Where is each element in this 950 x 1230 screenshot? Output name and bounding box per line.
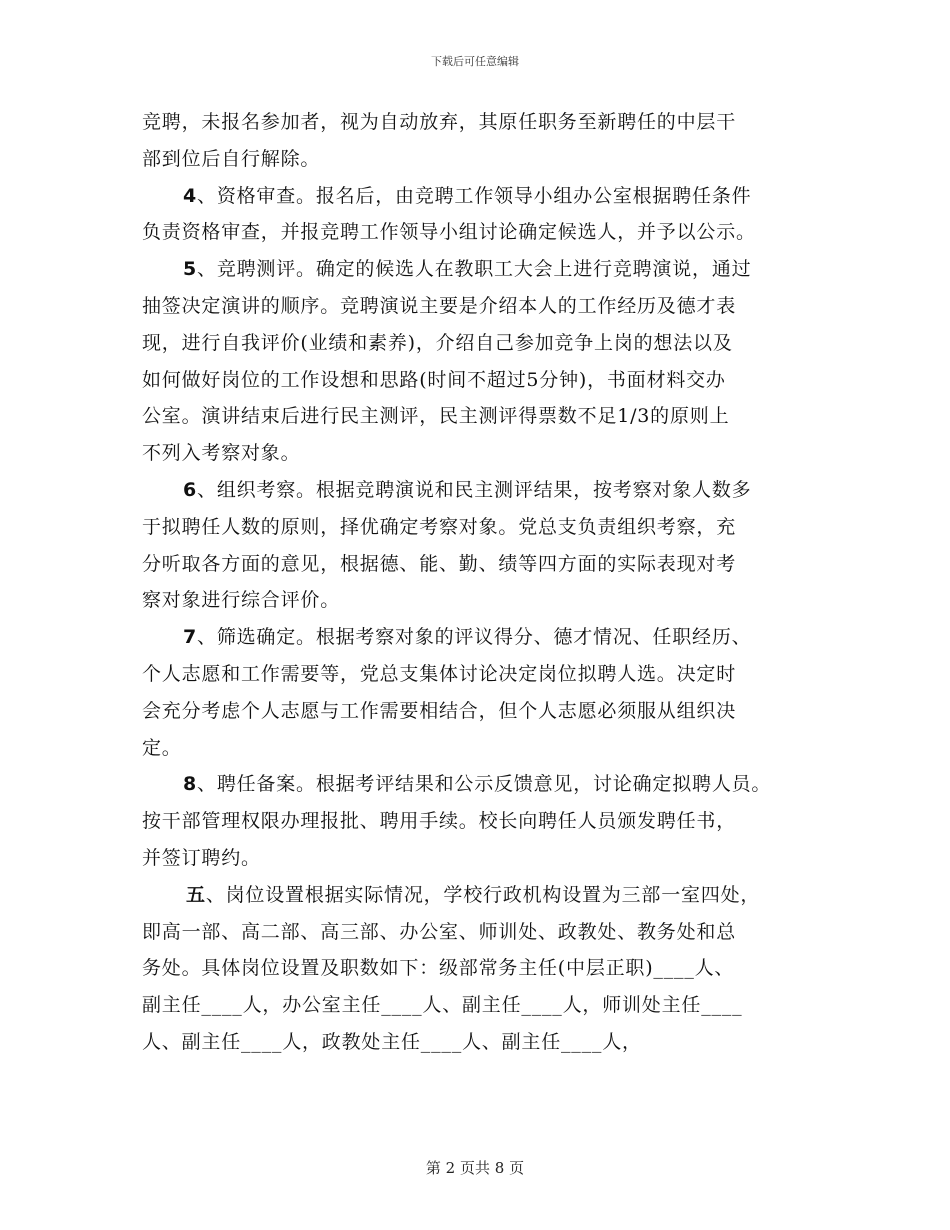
section-lead-text: 、岗位设置根据实际情况，学校行政机构设置为三部一室四处， bbox=[205, 883, 761, 906]
text-line: 抽签决定演讲的顺序。竞聘演说主要是介绍本人的工作经历及德才表 bbox=[142, 294, 737, 317]
text-line: 务处。具体岗位设置及职数如下：级部常务主任(中层正职)____人、 bbox=[142, 957, 735, 980]
text-line: 公室。演讲结束后进行民主测评，民主测评得票数不足1/3的原则上 bbox=[142, 405, 730, 428]
text-line bbox=[142, 619, 822, 656]
text-line: 并签订聘约。 bbox=[142, 846, 261, 869]
paragraph-qualification-review bbox=[142, 178, 822, 252]
item-lead-text: 、组织考察。根据竞聘演说和民主测评结果，按考察对象人数多 bbox=[197, 478, 752, 501]
paragraph-competition-evaluation bbox=[142, 251, 822, 472]
item-number: 5 bbox=[183, 258, 198, 281]
text-line: 按干部管理权限办理报批、聘用手续。校长向聘任人员颁发聘任书， bbox=[142, 810, 737, 833]
text-line: 个人志愿和工作需要等，党总支集体讨论决定岗位拟聘人选。决定时 bbox=[142, 662, 737, 685]
item-number: 4 bbox=[183, 184, 198, 207]
item-lead-text: 、聘任备案。根据考评结果和公示反馈意见，讨论确定拟聘人员。 bbox=[197, 773, 772, 796]
item-number: 6 bbox=[183, 478, 198, 501]
text-line: 分听取各方面的意见，根据德、能、勤、绩等四方面的实际表现对考 bbox=[142, 552, 737, 575]
page-footer: 第 2 页共 8 页 bbox=[425, 1159, 525, 1177]
item-lead-text: 、竞聘测评。确定的候选人在教职工大会上进行竞聘演说，通过 bbox=[197, 258, 752, 281]
text-line: 会充分考虑个人志愿与工作需要相结合，但个人志愿必须服从组织决 bbox=[142, 699, 737, 722]
item-number: 7 bbox=[183, 626, 198, 649]
text-line: 察对象进行综合评价。 bbox=[142, 589, 341, 612]
text-line: 负责资格审查，并报竞聘工作领导小组讨论确定候选人，并予以公示。 bbox=[142, 221, 756, 244]
text-line: 如何做好岗位的工作设想和思路(时间不超过5分钟)，书面材料交办 bbox=[142, 368, 726, 391]
paragraph-selection bbox=[142, 619, 822, 766]
text-line bbox=[142, 178, 822, 215]
text-line: 即高一部、高二部、高三部、办公室、师训处、政教处、教务处和总 bbox=[142, 920, 737, 943]
item-lead-text: 、资格审查。报名后，由竞聘工作领导小组办公室根据聘任条件 bbox=[197, 184, 752, 207]
paragraph-appointment-filing bbox=[142, 766, 822, 876]
item-number: 8 bbox=[183, 773, 198, 796]
text-line: 于拟聘任人数的原则，择优确定考察对象。党总支负责组织考察，充 bbox=[142, 515, 737, 538]
text-line: 竞聘，未报名参加者，视为自动放弃，其原任职务至新聘任的中层干 bbox=[142, 111, 737, 133]
text-line bbox=[142, 472, 822, 509]
text-line: 现，进行自我评价(业绩和素养)，介绍自己参加竞争上岗的想法以及 bbox=[142, 331, 733, 354]
paragraph-position-setup bbox=[142, 877, 822, 1061]
page-header: 下载后可任意编辑 bbox=[431, 55, 519, 68]
text-line bbox=[142, 251, 822, 288]
text-line bbox=[142, 877, 822, 914]
text-line: 副主任____人，办公室主任____人、副主任____人，师训处主任____ bbox=[142, 994, 743, 1017]
section-number: 五 bbox=[186, 883, 206, 906]
text-line bbox=[142, 766, 822, 803]
document-body bbox=[142, 104, 822, 1061]
text-line: 部到位后自行解除。 bbox=[142, 147, 321, 170]
text-line: 不列入考察对象。 bbox=[142, 442, 301, 465]
text-line: 定。 bbox=[142, 736, 182, 759]
text-line: 人、副主任____人，政教处主任____人、副主任____人， bbox=[142, 1030, 642, 1053]
paragraph-organizational-inspection bbox=[142, 472, 822, 619]
paragraph-registration-continued bbox=[142, 104, 822, 178]
item-lead-text: 、筛选确定。根据考察对象的评议得分、德才情况、任职经历、 bbox=[197, 626, 752, 649]
